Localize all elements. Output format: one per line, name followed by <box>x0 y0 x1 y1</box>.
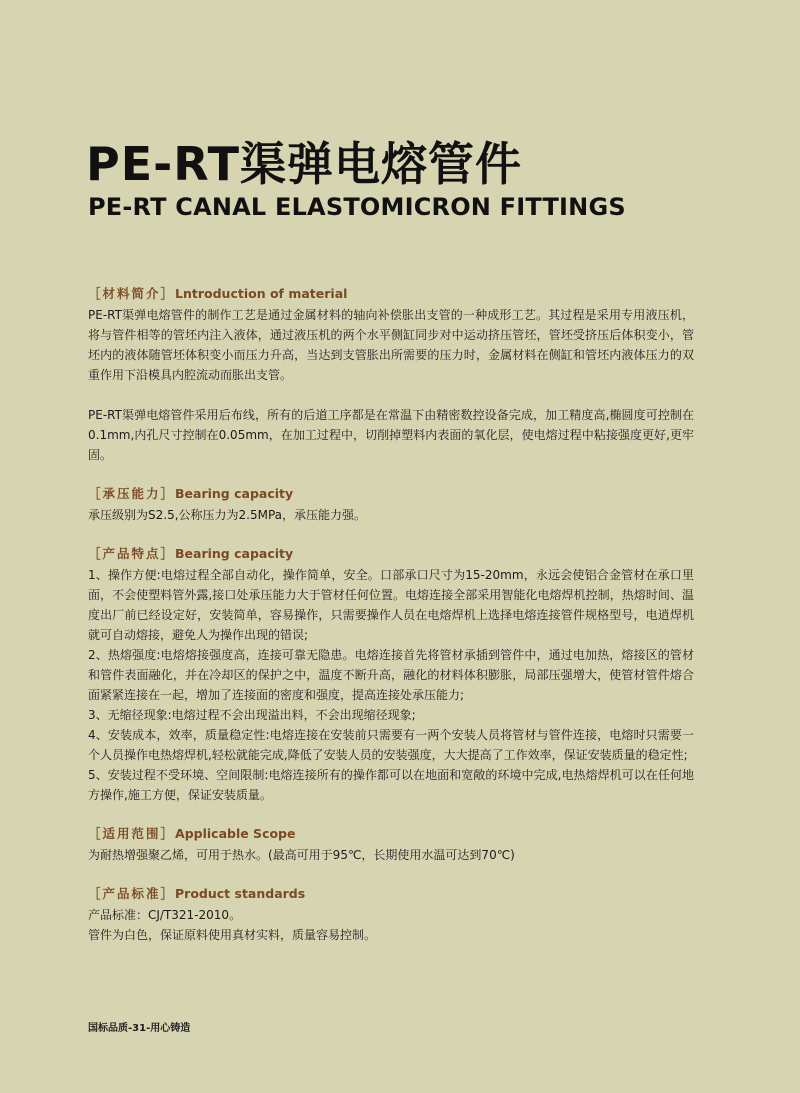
heading-cn: ［产品标准］ <box>88 886 176 901</box>
paragraph: PE-RT渠弹电熔管件的制作工艺是通过金属材料的轴向补偿胀出支管的一种成形工艺。其过程是采用专用液压机，将与管件相等的管坯内注入液体，通过液压机的两个水平侧缸同步对中运动挤压管坯，管坯受挤压后体积变小，管坯内的液体随管坯体积变小而压力升高，当达到支管胀出所需要的压力时，金属材料在侧缸和管坯内液体压力的双重作用下沿模具内腔流动而胀出支管。 <box>88 308 694 382</box>
list-item: 3、无缩径现象:电熔过程不会出现溢出料，不会出现缩径现象; <box>88 708 416 722</box>
page-title: PE-RT渠弹电熔管件 <box>86 137 522 191</box>
section-heading <box>88 823 694 845</box>
heading-cn: ［适用范围］ <box>88 826 176 841</box>
section-scope <box>88 823 694 865</box>
heading-en: Bearing capacity <box>175 486 294 501</box>
list-item: 1、操作方便:电熔过程全部自动化，操作简单，安全。口部承口尺寸为15-20mm，永远会使铝合金管材在承口里面，不会使塑料管外露,接口处承压能力大于管材任何位置。电熔连接全部采用智能化电熔焊机控制，热熔时间、温度出厂前已经设定好，安装简单，容易操作，只需要操作人员在电熔焊机上选择电熔连接管件规格型号，电逍焊机就可自动熔接，避免人为操作出现的错误; <box>88 568 694 642</box>
page-subtitle: PE-RT CANAL ELASTOMICRON FITTINGS <box>88 193 626 221</box>
section-material <box>88 283 694 465</box>
paragraph: PE-RT渠弹电熔管件采用后布线，所有的后道工序都是在常温下由精密数控设备完成，加工精度高,椭圆度可控制在0.1mm,内孔尺寸控制在0.05mm，在加工过程中，切削掉塑料内表面的氧化层，使电熔过程中粘接强度更好,更牢固。 <box>88 408 694 462</box>
content-body <box>88 283 694 963</box>
heading-en: Applicable Scope <box>175 826 296 841</box>
paragraph: 产品标准：CJ/T321-2010。 <box>88 908 242 922</box>
paragraph: 承压级别为S2.5,公称压力为2.5MPa，承压能力强。 <box>88 508 367 522</box>
paragraph: 为耐热增强聚乙烯，可用于热水。(最高可用于95℃，长期使用水温可达到70℃) <box>88 848 515 862</box>
heading-en: Lntroduction of material <box>175 286 348 301</box>
heading-en: Bearing capacity <box>175 546 294 561</box>
heading-cn: ［材料简介］ <box>88 286 176 301</box>
heading-cn: ［承压能力］ <box>88 486 176 501</box>
section-heading <box>88 543 694 565</box>
section-heading <box>88 283 694 305</box>
paragraph: 管件为白色，保证原料使用真材实料，质量容易控制。 <box>88 928 377 942</box>
heading-en: Product standards <box>175 886 306 901</box>
section-heading <box>88 483 694 505</box>
list-item: 4、安装成本，效率，质量稳定性:电熔连接在安装前只需要有一两个安装人员将管材与管件连接，电熔时只需要一个人员操作电热熔焊机,轻松就能完成,降低了安装人员的安装强度，大大提高了工作效率，保证安装质量的稳定性; <box>88 728 694 762</box>
section-features <box>88 543 694 805</box>
section-bearing <box>88 483 694 525</box>
page-footer: 国标品质-31-用心铸造 <box>88 1023 191 1034</box>
list-item: 2、热熔强度:电熔熔接强度高，连接可靠无隐患。电熔连接首先将管材承插到管件中，通过电加热，熔接区的管材和管件表面融化，并在冷却区的保护之中，温度不断升高，融化的材料体积膨胀，局部压强增大，使管材管件熔合面紧紧连接在一起，增加了连接面的密度和强度，提高连接处承压能力; <box>88 648 694 702</box>
section-standards <box>88 883 694 945</box>
list-item: 5、安装过程不受环境、空间限制:电熔连接所有的操作都可以在地面和宽敞的环境中完成,电热熔焊机可以在任何地方操作,施工方便，保证安装质量。 <box>88 768 694 802</box>
heading-cn: ［产品特点］ <box>88 546 176 561</box>
section-heading <box>88 883 694 905</box>
